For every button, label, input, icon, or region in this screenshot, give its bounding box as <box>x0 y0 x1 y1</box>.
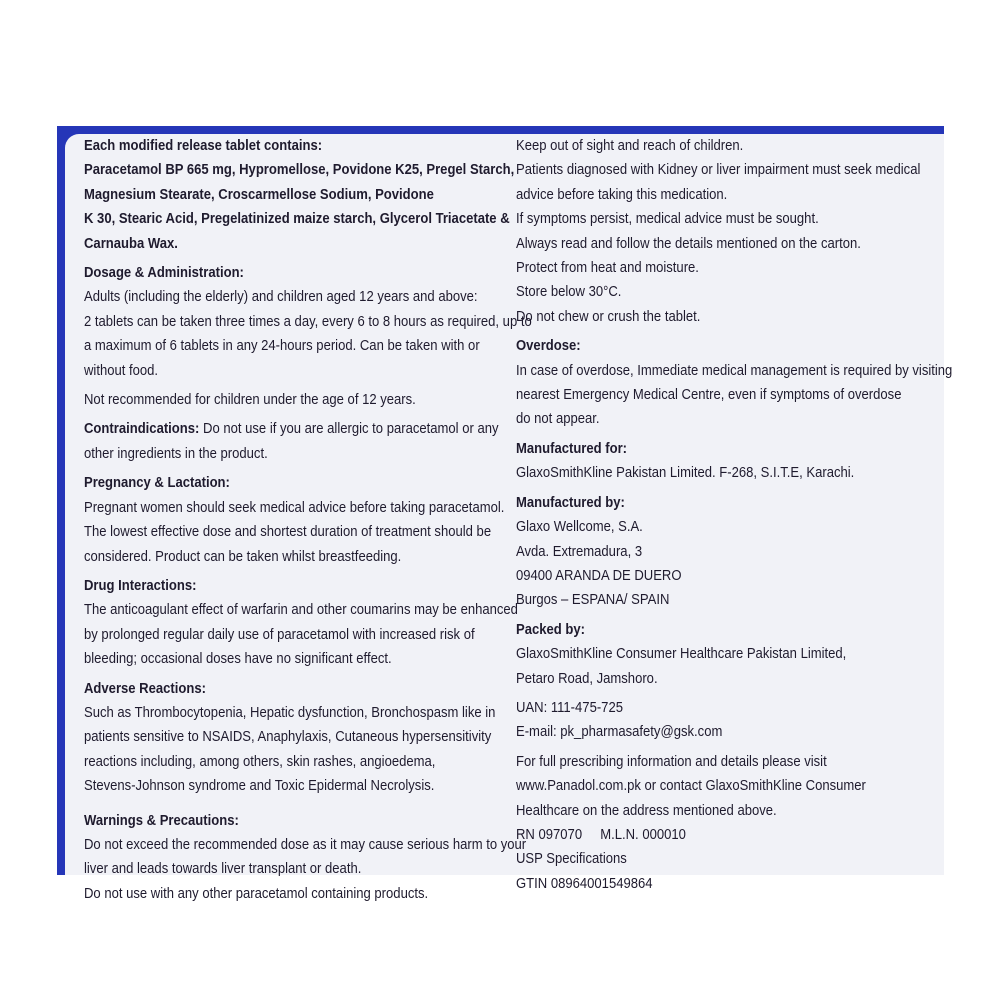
manufactured-by-line: Avda. Extremadura, 3 <box>516 542 643 560</box>
adverse-line: patients sensitive to NSAIDS, Anaphylaxis, Cutaneous hypersensitivity <box>84 728 492 746</box>
warnings-line: Do not exceed the recommended dose as it may cause serious harm to your <box>84 835 527 853</box>
contraindications-line: other ingredients in the product. <box>84 444 268 462</box>
contraindications-heading: Contraindications: <box>84 420 200 438</box>
leaflet-panel <box>65 134 953 902</box>
contact-section <box>516 696 943 745</box>
right-column <box>516 134 953 896</box>
adverse-line: reactions including, among others, skin rashes, angioedema, <box>84 752 436 770</box>
dosage-line: a maximum of 6 tablets in any 24-hours period. Can be taken with or <box>84 337 480 355</box>
packed-by-line: Petaro Road, Jamshoro. <box>516 669 658 687</box>
info-section <box>516 750 943 823</box>
interactions-line: bleeding; occasional doses have no significant effect. <box>84 650 392 668</box>
adverse-section <box>84 677 514 799</box>
warnings-line: liver and leads towards liver transplant or death. <box>84 860 362 878</box>
adverse-line: Stevens-Johnson syndrome and Toxic Epidermal Necrolysis. <box>84 777 435 795</box>
general-line: Protect from heat and moisture. <box>516 259 699 277</box>
general-line: Patients diagnosed with Kidney or liver impairment must seek medical <box>516 161 921 179</box>
codes-section <box>516 823 943 896</box>
overdose-line: nearest Emergency Medical Centre, even if symptoms of overdose <box>516 386 902 404</box>
overdose-line: In case of overdose, Immediate medical management is required by visiting <box>516 361 953 379</box>
dosage-note: Not recommended for children under the age of 12 years. <box>84 391 416 409</box>
manufactured-for-line: GlaxoSmithKline Pakistan Limited. F-268, S.I.T.E, Karachi. <box>516 464 855 482</box>
contact-email: E-mail: pk_pharmasafety@gsk.com <box>516 723 723 741</box>
warnings-heading: Warnings & Precautions: <box>84 811 239 829</box>
dosage-line: 2 tablets can be taken three times a day, every 6 to 8 hours as required, up to <box>84 312 532 330</box>
adverse-line: Such as Thrombocytopenia, Hepatic dysfunction, Bronchospasm like in <box>84 703 496 721</box>
manufactured-for-section <box>516 437 943 486</box>
general-line: Keep out of sight and reach of children. <box>516 137 744 154</box>
pregnancy-line: The lowest effective dose and shortest duration of treatment should be <box>84 523 492 541</box>
composition-section <box>84 134 514 256</box>
warnings-section <box>84 809 527 907</box>
manufactured-by-line: 09400 ARANDA DE DUERO <box>516 566 682 584</box>
contraindications-text: Do not use if you are allergic to paracetamol or any <box>199 420 499 438</box>
packed-by-heading: Packed by: <box>516 620 585 638</box>
pregnancy-section <box>84 471 514 569</box>
uan-number: UAN: 111-475-725 <box>516 698 623 716</box>
interactions-line: The anticoagulant effect of warfarin and other coumarins may be enhanced <box>84 601 518 619</box>
dosage-heading: Dosage & Administration: <box>84 264 244 282</box>
info-line: For full prescribing information and details please visit <box>516 752 827 770</box>
warnings-line: Do not use with any other paracetamol containing products. <box>84 884 429 902</box>
packed-by-line: GlaxoSmithKline Consumer Healthcare Pakistan Limited, <box>516 645 847 663</box>
general-line: Always read and follow the details mentioned on the carton. <box>516 234 861 252</box>
general-section <box>516 134 943 329</box>
dosage-section <box>84 261 532 412</box>
general-line: advice before taking this medication. <box>516 185 728 203</box>
interactions-section <box>84 574 518 672</box>
gtin-code: GTIN 08964001549864 <box>516 874 653 892</box>
pregnancy-line: considered. Product can be taken whilst breastfeeding. <box>84 547 402 565</box>
composition-heading: Each modified release tablet contains: <box>84 137 323 154</box>
pregnancy-line: Pregnant women should seek medical advice before taking paracetamol. <box>84 498 505 516</box>
dosage-line: without food. <box>84 361 159 379</box>
manufactured-by-section <box>516 491 943 613</box>
adverse-heading: Adverse Reactions: <box>84 679 206 697</box>
dosage-line: Adults (including the elderly) and children aged 12 years and above: <box>84 288 478 306</box>
manufactured-by-line: Burgos – ESPANA/ SPAIN <box>516 591 670 609</box>
interactions-line: by prolonged regular daily use of paracetamol with increased risk of <box>84 625 475 643</box>
info-line: Healthcare on the address mentioned above. <box>516 801 777 819</box>
usp-specifications: USP Specifications <box>516 850 627 868</box>
manufactured-for-heading: Manufactured for: <box>516 439 628 457</box>
composition-line: Carnauba Wax. <box>84 234 178 252</box>
pregnancy-heading: Pregnancy & Lactation: <box>84 474 230 492</box>
overdose-heading: Overdose: <box>516 337 581 355</box>
composition-line: Magnesium Stearate, Croscarmellose Sodium, Povidone <box>84 185 434 203</box>
composition-line: Paracetamol BP 665 mg, Hypromellose, Povidone K25, Pregel Starch, <box>84 161 515 179</box>
packed-by-section <box>516 618 943 691</box>
info-line: www.Panadol.com.pk or contact GlaxoSmithKline Consumer <box>516 777 866 795</box>
registration-codes: RN 097070 M.L.N. 000010 <box>516 825 686 843</box>
contraindications-section <box>84 417 514 466</box>
general-line: Do not chew or crush the tablet. <box>516 307 701 325</box>
composition-line: K 30, Stearic Acid, Pregelatinized maize starch, Glycerol Triacetate & <box>84 210 510 228</box>
overdose-section <box>516 334 953 432</box>
overdose-line: do not appear. <box>516 410 600 428</box>
left-column <box>84 134 532 906</box>
general-line: Store below 30°C. <box>516 283 622 301</box>
manufactured-by-heading: Manufactured by: <box>516 493 625 511</box>
general-line: If symptoms persist, medical advice must be sought. <box>516 210 819 228</box>
interactions-heading: Drug Interactions: <box>84 576 197 594</box>
manufactured-by-line: Glaxo Wellcome, S.A. <box>516 518 643 536</box>
